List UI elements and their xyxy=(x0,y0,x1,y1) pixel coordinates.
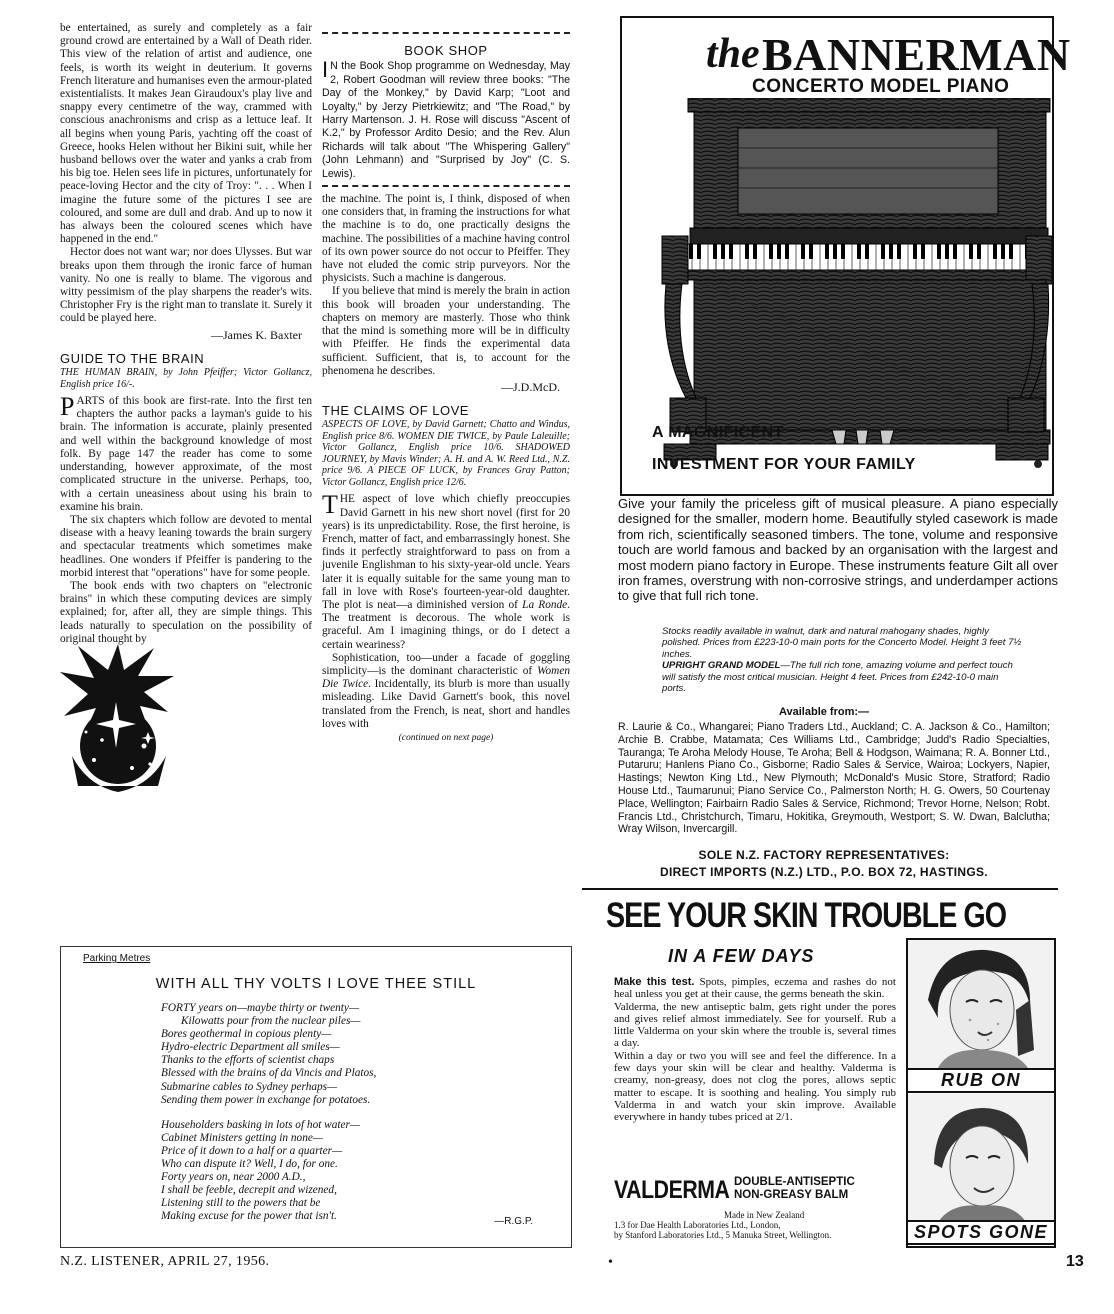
byline-jdmcd: —J.D.McD. xyxy=(501,379,560,394)
byline-baxter: —James K. Baxter xyxy=(211,327,302,342)
direct-imports-address: DIRECT IMPORTS (N.Z.) LTD., P.O. BOX 72, HASTINGS. xyxy=(660,865,988,879)
poem-line: Who can dispute it? Well, I do, for one. xyxy=(161,1158,338,1171)
caption-rub-on: RUB ON xyxy=(908,1068,1054,1093)
poem-line: Blessed with the brains of da Vincis and Platos, xyxy=(161,1067,377,1080)
continued-note: (continued on next page) xyxy=(398,732,494,743)
baxter-review-end: be entertained, as surely and completely as a fair ground crowd are entertained by a Wall of Death rider. This view of the relation of artist and audience, one feels, is worth its weight in deuterium. It governs French literature and humanises even the armour-plated existentialists. It makes Jean Giraudoux's play live and snappy every centimetre of the way, crammed with conscious anachronisms and crisp as a lettuce leaf. It all begins when young Paris, yachting off the coast of Greece, hooks Helen without her Bikini suit, while her husband bellows over the water and yanks a crab from his big toe. Helen sees life in pictures, unfortunately for peace-loving Hector and the city of Troy: ". . . When I imagine the future some of the pictures I see are coloured, and some are dull and drab. And up to now it has always been the coloured scenes which have happened in the end." xyxy=(60,22,312,246)
tagline-investment: INVESTMENT FOR YOUR FAMILY xyxy=(652,456,916,473)
skin-para-2: Valderma, the new antiseptic balm, gets right under the pores and gives relief almost immediately. See for yourself. Rub a little Valderma on your skin where the trouble is, several times a day. xyxy=(614,1000,896,1050)
valderma-tag-balm: NON-GREASY BALM xyxy=(734,1189,849,1201)
left-column xyxy=(60,22,312,646)
poem-line: Bores geothermal in copious plenty— xyxy=(161,1028,332,1041)
poem-line: Making excuse for the power that isn't. xyxy=(161,1210,337,1223)
poem-line: Forty years on, near 2000 A.D., xyxy=(161,1171,306,1184)
poem-signature: —R.G.P. xyxy=(494,1216,533,1227)
stocks-text: Stocks readily available in walnut, dark and natural mahogany shades, highly polished. Prices from £223-10-0 main ports for the Concerto Model. Height 3 feet 7½ inches. xyxy=(662,626,1022,660)
masthead-date: N.Z. LISTENER, APRIL 27, 1956. xyxy=(60,1254,270,1269)
poem-line: Price of it down to a half or a quarter— xyxy=(161,1144,343,1157)
poem-line: Listening still to the powers that be xyxy=(161,1197,321,1210)
poem-line: Thanks to the efforts of scientist chaps xyxy=(161,1054,335,1067)
brand-name: BANNERMAN xyxy=(762,29,1071,80)
bannerman-piano-ad xyxy=(590,16,1071,888)
skin-subhead: IN A FEW DAYS xyxy=(668,946,815,966)
love-para-2-b: . Incidentally, its blurb is more than usually misleading. Like David Garnett's book, this novel translated from the French, is neat, short and handles loves with xyxy=(322,678,570,730)
love-para-2-a: Sophistication, too—under a facade of goggling simplicity—is the dominant characteristic of xyxy=(322,651,570,677)
available-from: Available from:— xyxy=(778,706,870,718)
ad-divider xyxy=(582,888,1058,890)
baxter-review-para: Hector does not want war; nor does Ulysses. But war breaks upon them through the ironic farce of human vanity. No one is really to blame. The vigorous and witty pessimism of the play sharpens the reader's wits. Christopher Fry is the right man to translate it. Surely it could be played here. xyxy=(60,246,312,325)
distributor-line-1: 1.3 for Dae Health Laboratories Ltd., London, xyxy=(614,1220,781,1230)
love-para-1 xyxy=(322,490,570,651)
tagline-magnificent: A MAGNIFICENT xyxy=(652,424,784,441)
bookshop-title: BOOK SHOP xyxy=(404,43,488,58)
upright-text: —The full rich tone, amazing volume and perfect touch will satisfy the most critical musician. Height 4 feet. Prices from £242-10-0 main ports. xyxy=(662,660,1013,695)
bookshop-text-body: N the Book Shop programme on Wednesday, May 2, Robert Goodman will review three books: "The Day of the Monkey," by David Karp; "Loot and Loyalty," by Jerzy Pietrkiewitz; and "The Road," by Harry Martenson. J. H. Rose will discuss "Ascent of K.2," by Professor Ardito Desio; and the Rev. Alun Richards will talk about "The Whispering Gallery" (John Lehmann) and "Surprised by Joy" (C. S. Lewis). xyxy=(322,60,570,180)
piano-body-text: Give your family the priceless gift of musical pleasure. A piano especially designed for the smaller, modern home. Beautifully styled casework is made from rich, scientifically seasoned timbers. The tone, volume and responsive touch are world famous and backed by an organisation with the largest and most modern piano factory in Europe. These instruments feature Gilt all over iron frames, overstrung with non-corrosive strings, and underdamper actions to give that full rich tone. xyxy=(618,496,1058,604)
poem-line: Kilowatts pour from the nuclear piles— xyxy=(181,1015,361,1028)
piano-ad-frame xyxy=(620,16,1071,496)
dropcap-p: P xyxy=(60,392,75,422)
brand-prefix: the xyxy=(706,31,760,77)
skin-para-3: Within a day or two you will see and feel the difference. In a few days your skin will be clear and healthy. Valderma is creamy, non-greasy, does not clog the pores, allows septic matter to escape. It is soothing and healing. You simply rub Valderma in and watch your skin improve. Available everywhere in handy tubes priced at 2/1. xyxy=(614,1049,896,1124)
dropcap-t: T xyxy=(322,490,338,520)
starburst-brain-illustration xyxy=(58,636,180,796)
piano-model: CONCERTO MODEL PIANO xyxy=(752,76,1010,97)
brain-review-para: If you believe that mind is merely the brain in action this book will broaden your understanding. The chapters on memory are masterly. Those who think that the mind is something more will be in difficulty with Pfeiffer. He finds the experimental data sufficient. Sufficient, that is, to account for the phenomena he describes. xyxy=(322,285,570,377)
middle-column xyxy=(322,30,570,745)
make-this-test: Make this test. xyxy=(614,976,695,988)
poem-line: FORTY years on—maybe thirty or twenty— xyxy=(161,1002,359,1014)
poem-body xyxy=(161,1002,549,1224)
bookshop-text xyxy=(322,57,570,181)
valderma-tag-antiseptic: DOUBLE-ANTISEPTIC xyxy=(734,1176,855,1188)
footer-dot: • xyxy=(608,1255,613,1270)
la-ronde: La Ronde xyxy=(522,598,568,611)
brain-para-2: The six chapters which follow are devoted to mental disease with a heavy leaning towards the brain surgery and spectacular treatments which sometimes make headlines. One wonders if Pfeiffer is pandering to the morbid interest that "operations" have for some people. xyxy=(60,513,312,579)
distributor-line-2: by Stanford Laboratories Ltd., 5 Manuka Street, Wellington. xyxy=(614,1230,832,1240)
skin-para-1 xyxy=(614,976,896,1001)
love-para-1-a: HE aspect of love which chiefly preoccupies David Garnett in his new short novel (first for 20 years) is its unpredictability. Rose, the first heroine, is French, matter of fact, and embarrassingly honest. She finds it perfectly straightforward to pass on from a juvenile Englishman to his sixty-year-old uncle. Years later it is equally suitable for the same young man to fall in love with Rose's fourteen-year-old daughter. The plot is neat—a diminished version of xyxy=(322,493,570,611)
valderma-ad xyxy=(606,896,1060,1248)
poem-line: I shall be feeble, decrepit and wizened, xyxy=(161,1184,337,1197)
poem-line: Submarine cables to Sydney perhaps— xyxy=(161,1080,338,1093)
brain-para-1-text: ARTS of this book are first-rate. Into the first ten chapters the author packs a layman's guide to his brain. The information is accurate, plainly presented and well within the background knowledge of most folk. By page 147 the reader has come to some understanding, however approximate, of the most complicated structure in the universe. Perhaps, too, with a certain uneasiness about using his brain to examine his brain. xyxy=(60,395,312,513)
review-title-brain: GUIDE TO THE BRAIN xyxy=(60,350,205,366)
brain-para-3: The book ends with two chapters on "electronic brains" in which these computing devices are simply explained; for, after all, they are simple things. This leads naturally to speculation on the possibility of original thought by xyxy=(60,579,312,645)
upright-grand xyxy=(662,660,1022,694)
women-die-twice: Women Die Twice xyxy=(322,664,570,691)
parking-metres-label: Parking Metres xyxy=(83,953,151,964)
poem-line: Householders basking in lots of hot water— xyxy=(161,1118,360,1131)
sole-representatives: SOLE N.Z. FACTORY REPRESENTATIVES: xyxy=(698,848,950,862)
page-number: 13 xyxy=(1066,1253,1084,1270)
skin-headline: SEE YOUR SKIN TROUBLE GO xyxy=(606,896,1007,935)
bookshop-bottom-rule xyxy=(322,185,570,187)
brain-review-continued: the machine. The point is, I think, disposed of when one considers that, in framing the instructions for what the machine is to do, one practically designs the machine. The possibilities of a machine having control of its own power source do not occur to Pfeiffer. They have not eluded the comic strip purveyors. Nor the physicists. Such a machine is dangerous. xyxy=(322,193,570,285)
upright-label: UPRIGHT GRAND MODEL xyxy=(662,660,781,672)
made-in-nz: Made in New Zealand xyxy=(724,1210,805,1220)
poem-line: Cabinet Ministers getting in none— xyxy=(161,1131,323,1144)
before-after-photos xyxy=(906,938,1056,1248)
dropcap-i: I xyxy=(322,57,329,83)
valderma-brand: VALDERMA xyxy=(614,1176,730,1204)
bookshop-top-rule xyxy=(322,32,570,34)
love-para-2 xyxy=(322,652,570,731)
poem-line: Hydro-electric Department all smiles— xyxy=(161,1041,340,1054)
poem-title: WITH ALL THY VOLTS I LOVE THEE STILL xyxy=(155,976,477,992)
caption-spots-gone: SPOTS GONE xyxy=(908,1220,1054,1245)
poem-line: Sending them power in exchange for potatoes. xyxy=(161,1093,371,1106)
woman-photo-rub-on xyxy=(908,940,1054,1068)
bib-love: ASPECTS OF LOVE, by David Garnett; Chatto and Windus, English price 8/6. WOMEN DIE TWICE, by Paule Laleuille; Victor Gollancz, English price 10/6. SHADOWED JOURNEY, by Mavis Winder; A. H. and A. W. Reed Ltd., N.Z. price 9/6. A PIECE OF LUCK, by Frances Gray Patton; Victor Gollancz, English price 12/6. xyxy=(322,419,570,488)
piano-stock-info xyxy=(662,626,1022,694)
woman-photo-spots-gone xyxy=(908,1094,1054,1222)
bib-brain: THE HUMAN BRAIN, by John Pfeiffer; Victor Gollancz, English price 16/-. xyxy=(60,367,312,390)
bookshop-box xyxy=(322,36,570,183)
skin-body-text xyxy=(614,976,896,1124)
love-para-1-b: . The treatment is decorous. The whole work is graceful. Am I imagining things, or do I detect a certain weariness? xyxy=(322,598,570,651)
parking-metres-box xyxy=(60,946,572,1248)
brain-para-1 xyxy=(60,392,312,514)
review-title-love: THE CLAIMS OF LOVE xyxy=(322,403,469,419)
skin-para-1-text: Spots, pimples, eczema and rashes do not heal unless you get at their cause, the germs beneath the skin. xyxy=(614,976,896,1001)
dealer-list: R. Laurie & Co., Whangarei; Piano Traders Ltd., Auckland; C. A. Jackson & Co., Hamilton; Archie B. Crabbe, Matamata; Ces Williams Ltd., Cambridge; Judd's Radio Specialties, Tauranga; Te Aroha Melody House, Te Aroha; Bell & Hodgson, Waimana; R. A. Bonner Ltd., Putaruru; Hanlens Piano Co., Gisborne; Radio Sales & Service, Wairoa; Lockyers, Napier, Hastings; Newton King Ltd., New Plymouth; McDonald's Music Store, Stratford; Radio House Ltd., Taumarunui; Piano Service Co., Palmerston North; H. G. Owers, 50 Courtenay Place, Wellington; Fairbairn Radio Sales & Service, Richmond; Trevor Horne, Nelson; Robt. Francis Ltd., Christchurch, Timaru, Hokitika, Greymouth, Westport; S. W. Dwan, Balclutha; Wray Wilson, Invercargill. xyxy=(618,721,1050,836)
